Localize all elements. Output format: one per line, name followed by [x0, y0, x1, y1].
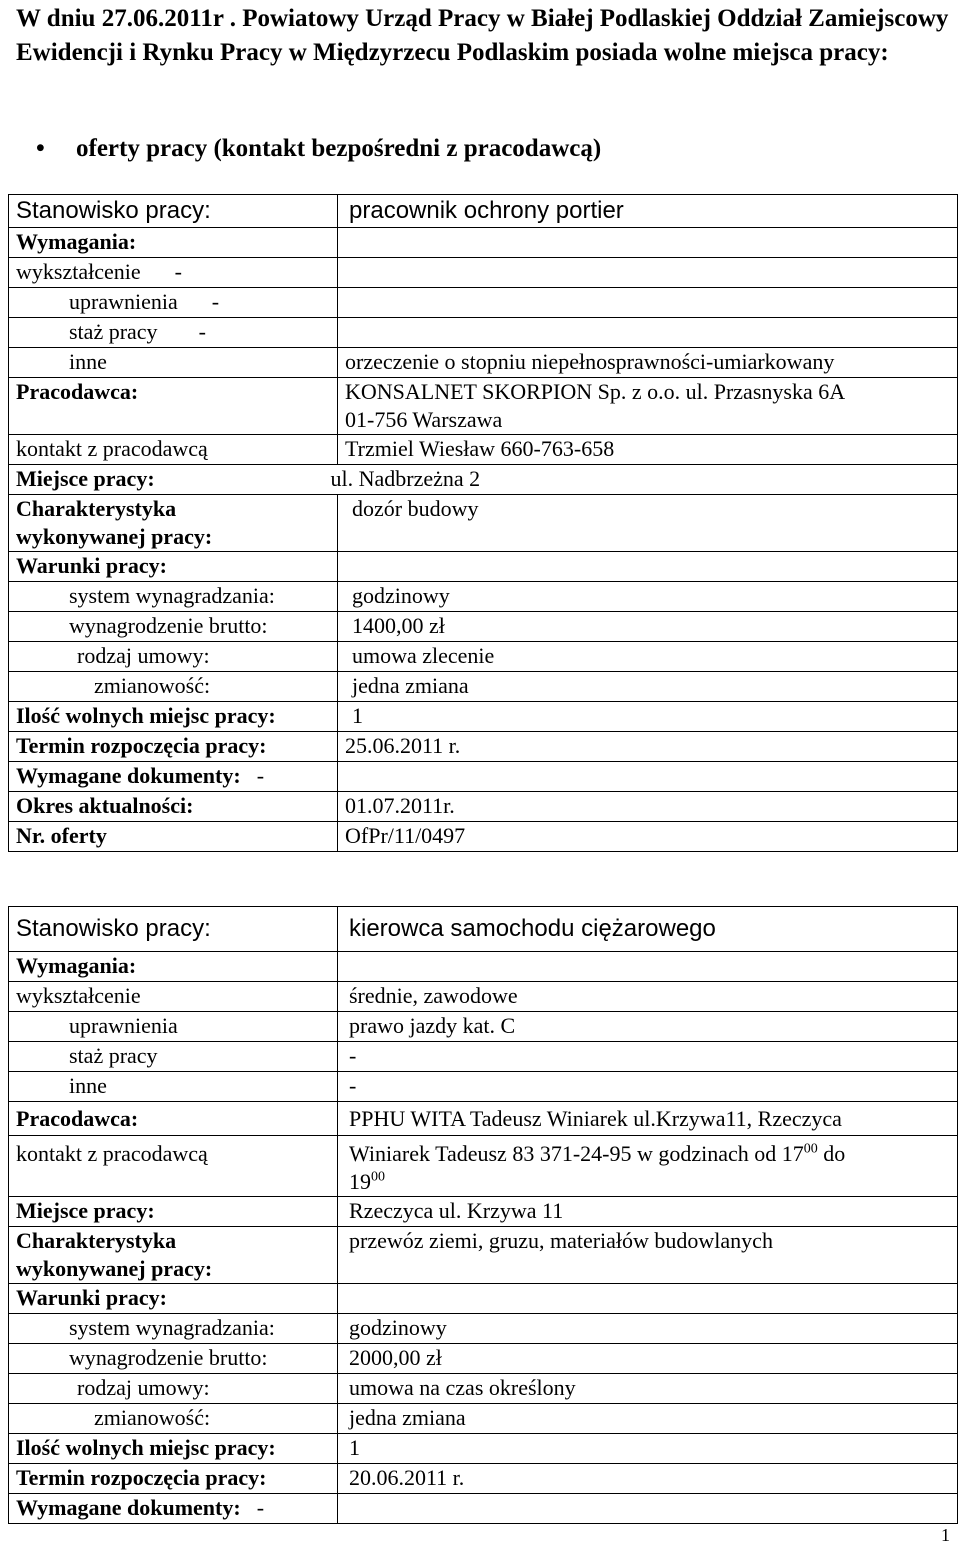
value-charakterystyka-2: przewóz ziemi, gruzu, materiałów budowlanych: [338, 1227, 958, 1284]
label-dokumenty: Wymagane dokumenty: -: [9, 762, 338, 792]
value-umowa: umowa zlecenie: [338, 642, 958, 672]
label-termin: Termin rozpoczęcia pracy:: [9, 732, 338, 762]
label-nr-oferty: Nr. oferty: [9, 822, 338, 852]
value-wynagrodzenie: 1400,00 zł: [338, 612, 958, 642]
value-termin-2: 20.06.2011 r.: [338, 1464, 958, 1494]
label-zmianowosc-2: zmianowość:: [9, 1404, 338, 1434]
label-umowa: rodzaj umowy:: [9, 642, 338, 672]
label-dokumenty-2: Wymagane dokumenty: -: [9, 1494, 338, 1524]
intro-text: W dniu 27.06.2011r . Powiatowy Urząd Pracy w Białej Podlaskiej Oddział Zamiejscowy Ewidencji i Rynku Pracy w Międzyrzecu Podlaskim posiada wolne miejsca pracy:: [16, 5, 949, 66]
label-stanowisko: Stanowisko pracy:: [9, 195, 328, 228]
label-uprawnienia-2: uprawnienia: [9, 1012, 338, 1042]
value-uprawnienia-2: prawo jazdy kat. C: [338, 1012, 958, 1042]
value-inne-2: -: [338, 1072, 958, 1102]
page-number: 1: [941, 1525, 950, 1545]
label-wymagania-2: Wymagania:: [9, 952, 338, 982]
offer-table-1: [8, 194, 958, 852]
label-pracodawca: Pracodawca:: [9, 378, 338, 435]
label-termin-2: Termin rozpoczęcia pracy:: [9, 1464, 338, 1494]
value-wyksztalcenie: -: [174, 259, 182, 284]
label-wymagania: Wymagania:: [9, 228, 338, 258]
label-staz: staż pracy -: [9, 318, 338, 348]
value-kontakt: Trzmiel Wiesław 660-763-658: [338, 435, 958, 465]
label-pracodawca-2: Pracodawca:: [9, 1102, 338, 1136]
value-nr-oferty: OfPr/11/0497: [338, 822, 958, 852]
label-kontakt-2: kontakt z pracodawcą: [9, 1136, 338, 1197]
value-zmianowosc-2: jedna zmiana: [338, 1404, 958, 1434]
label-miejsce-2: Miejsce pracy:: [9, 1197, 338, 1227]
label-charakterystyka-2: Charakterystyka wykonywanej pracy:: [9, 1227, 338, 1284]
label-wyksztalcenie-2: wykształcenie: [9, 982, 338, 1012]
label-uprawnienia: uprawnienia -: [9, 288, 338, 318]
value-system-2: godzinowy: [338, 1314, 958, 1344]
label-wynagrodzenie: wynagrodzenie brutto:: [9, 612, 338, 642]
value-wynagrodzenie-2: 2000,00 zł: [338, 1344, 958, 1374]
value-wyksztalcenie-2: średnie, zawodowe: [338, 982, 958, 1012]
label-zmianowosc: zmianowość:: [9, 672, 338, 702]
value-ilosc-2: 1: [338, 1434, 958, 1464]
bullet-icon: •: [36, 135, 45, 162]
label-wyksztalcenie: wykształcenie -: [9, 258, 338, 288]
label-charakterystyka: Charakterystyka wykonywanej pracy:: [9, 495, 338, 552]
label-warunki-2: Warunki pracy:: [9, 1284, 338, 1314]
label-system: system wynagradzania:: [9, 582, 338, 612]
value-ilosc: 1: [338, 702, 958, 732]
value-uprawnienia: -: [211, 289, 220, 314]
value-inne: orzeczenie o stopniu niepełnosprawności-umiarkowany: [338, 348, 958, 378]
value-system: godzinowy: [338, 582, 958, 612]
label-ilosc: Ilość wolnych miejsc pracy:: [9, 702, 338, 732]
label-umowa-2: rodzaj umowy:: [9, 1374, 338, 1404]
label-staz-2: staż pracy: [9, 1042, 338, 1072]
label-miejsce: Miejsce pracy:: [9, 465, 328, 495]
value-umowa-2: umowa na czas określony: [338, 1374, 958, 1404]
label-kontakt: kontakt z pracodawcą: [9, 435, 338, 465]
value-staz: -: [198, 319, 206, 344]
label-system-2: system wynagradzania:: [9, 1314, 338, 1344]
value-dokumenty: -: [256, 763, 265, 788]
value-staz-2: -: [338, 1042, 958, 1072]
label-okres: Okres aktualności:: [9, 792, 338, 822]
value-zmianowosc: jedna zmiana: [338, 672, 958, 702]
value-kontakt-2: Winiarek Tadeusz 83 371-24-95 w godzinach od $17^{00}$ do $19^{00}$: [338, 1136, 958, 1197]
label-inne-2: inne: [9, 1072, 338, 1102]
value-termin: 25.06.2011 r.: [338, 732, 958, 762]
label-inne: inne: [9, 348, 338, 378]
value-pracodawca: KONSALNET SKORPION Sp. z o.o. ul. Przasnyska 6A 01-756 Warszawa: [338, 378, 958, 435]
value-miejsce: ul. Nadbrzeżna 2: [328, 465, 958, 495]
value-pracodawca-2: PPHU WITA Tadeusz Winiarek ul.Krzywa11, Rzeczyca: [338, 1102, 958, 1136]
label-stanowisko-2: Stanowisko pracy:: [9, 907, 338, 952]
offer-table-2: [8, 906, 958, 1524]
label-warunki: Warunki pracy:: [9, 552, 338, 582]
label-wynagrodzenie-2: wynagrodzenie brutto:: [9, 1344, 338, 1374]
value-miejsce-2: Rzeczyca ul. Krzywa 11: [338, 1197, 958, 1227]
value-stanowisko: pracownik ochrony portier: [338, 195, 958, 228]
bullet-text: oferty pracy (kontakt bezpośredni z pracodawcą): [76, 135, 602, 162]
label-ilosc-2: Ilość wolnych miejsc pracy:: [9, 1434, 338, 1464]
value-okres: 01.07.2011r.: [338, 792, 958, 822]
value-charakterystyka: dozór budowy: [338, 495, 958, 552]
value-stanowisko-2: kierowca samochodu ciężarowego: [338, 907, 958, 952]
value-dokumenty-2: -: [256, 1495, 265, 1520]
